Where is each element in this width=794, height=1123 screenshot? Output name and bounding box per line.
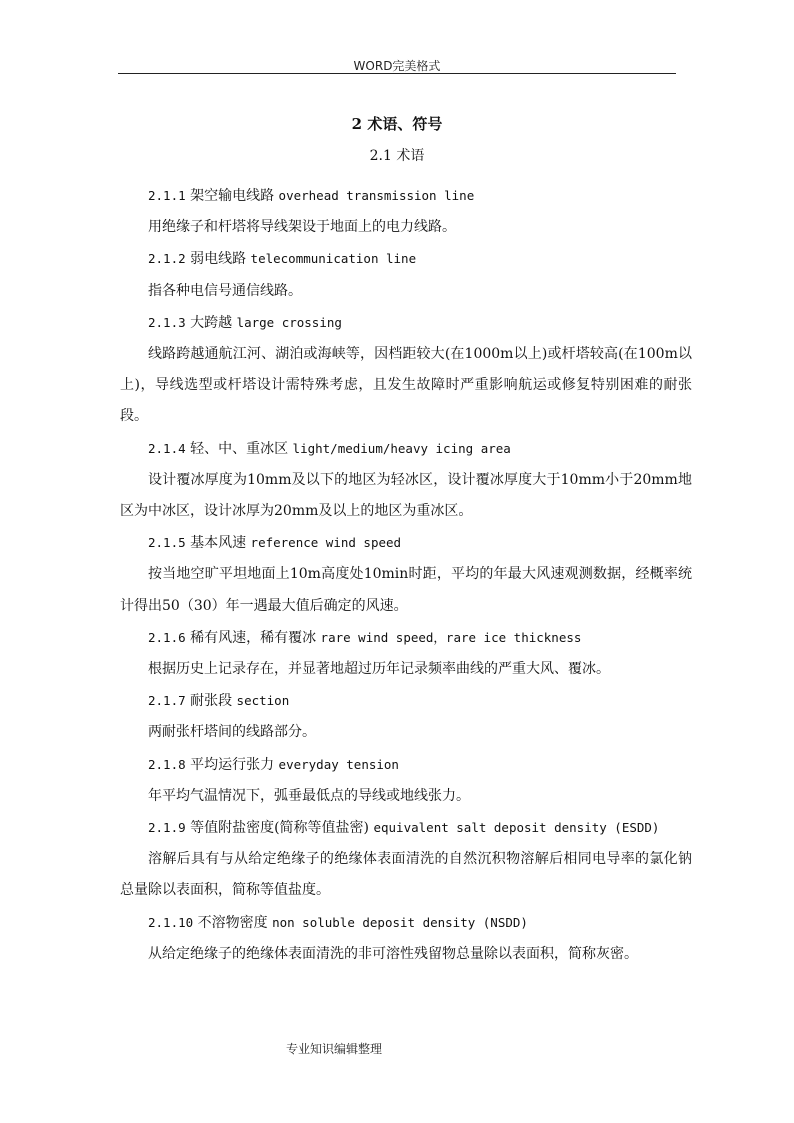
- term-en: reference wind speed: [250, 535, 402, 551]
- term-definition: 按当地空旷平坦地面上10m高度处10min时距，平均的年最大风速观测数据，经概率统计得出50（30）年一遇最大值后确定的风速。: [120, 566, 692, 614]
- term-heading: [120, 749, 692, 781]
- term-en: overhead transmission line: [278, 188, 475, 203]
- term-en: section: [236, 693, 290, 709]
- terms-body: [120, 180, 692, 970]
- term-heading: [120, 527, 692, 559]
- term-number: 2.1.10: [148, 914, 194, 930]
- term-zh: 耐张段: [190, 693, 233, 710]
- term-zh: 不溶物密度: [197, 914, 268, 931]
- term-definition: 溶解后具有与从给定绝缘子的绝缘体表面清洗的自然沉积物溶解后相同电导率的氯化钠总量除以表面积，简称等值盐度。: [120, 851, 692, 899]
- page-header: WORD完美格式: [353, 59, 441, 73]
- term-definition: 两耐张杆塔间的线路部分。: [148, 724, 316, 741]
- term-zh: 架空输电线路: [190, 188, 275, 204]
- term-definition: 从给定绝缘子的绝缘体表面清洗的非可溶性残留物总量除以表面积，简称灰密。: [148, 945, 638, 962]
- term-heading: [120, 243, 692, 275]
- term-en: equivalent salt deposit density (ESDD): [373, 820, 660, 836]
- term-zh: 基本风速: [190, 535, 247, 552]
- term-heading: [120, 180, 692, 212]
- term-number: 2.1.1: [148, 188, 186, 203]
- term-heading: [120, 685, 692, 717]
- term-heading: [120, 622, 692, 654]
- section-title: 2.1 术语: [369, 148, 425, 164]
- term-heading: [120, 307, 692, 339]
- term-zh: 平均运行张力: [190, 756, 275, 773]
- term-en: non soluble deposit density (NSDD): [272, 914, 528, 930]
- chapter-title: 2 术语、符号: [351, 115, 443, 133]
- term-definition: 根据历史上记录存在，并显著地超过历年记录频率曲线的严重大风、覆冰。: [148, 661, 610, 678]
- term-zh: 大跨越: [190, 314, 233, 331]
- term-zh: 等值附盐密度(简称等值盐密): [190, 820, 370, 837]
- term-definition: 用绝缘子和杆塔将导线架设于地面上的电力线路。: [148, 219, 456, 236]
- term-en: telecommunication line: [250, 251, 417, 267]
- term-definition: 线路跨越通航江河、湖泊或海峡等，因档距较大(在1000m以上)或杆塔较高(在100m以上)，导线选型或杆塔设计需特殊考虑，且发生故障时严重影响航运或修复特别困难的耐张段。: [120, 346, 692, 425]
- term-heading: [120, 812, 692, 844]
- term-number: 2.1.4: [148, 440, 186, 456]
- term-heading: [120, 907, 692, 939]
- term-number: 2.1.5: [148, 535, 186, 551]
- header-rule: [118, 73, 676, 74]
- term-number: 2.1.7: [148, 693, 186, 709]
- term-number: 2.1.2: [148, 251, 186, 267]
- term-en: rare wind speed，rare ice thickness: [320, 629, 582, 645]
- term-definition: 年平均气温情况下，弧垂最低点的导线或地线张力。: [148, 787, 470, 804]
- term-en: light/medium/heavy icing area: [292, 440, 511, 456]
- page-footer: 专业知识编辑整理: [286, 1042, 383, 1056]
- term-zh: 弱电线路: [190, 251, 247, 268]
- term-en: large crossing: [236, 314, 342, 330]
- term-heading: [120, 433, 692, 465]
- term-number: 2.1.3: [148, 314, 186, 330]
- term-number: 2.1.9: [148, 820, 186, 836]
- term-definition: 指各种电信号通信线路。: [148, 282, 302, 299]
- term-number: 2.1.8: [148, 756, 186, 772]
- term-definition: 设计覆冰厚度为10mm及以下的地区为轻冰区，设计覆冰厚度大于10mm小于20mm地区为中冰区，设计冰厚为20mm及以上的地区为重冰区。: [120, 471, 692, 520]
- term-en: everyday tension: [278, 756, 399, 772]
- term-zh: 稀有风速，稀有覆冰: [190, 629, 317, 646]
- term-zh: 轻、中、重冰区: [190, 440, 289, 457]
- term-number: 2.1.6: [148, 629, 186, 645]
